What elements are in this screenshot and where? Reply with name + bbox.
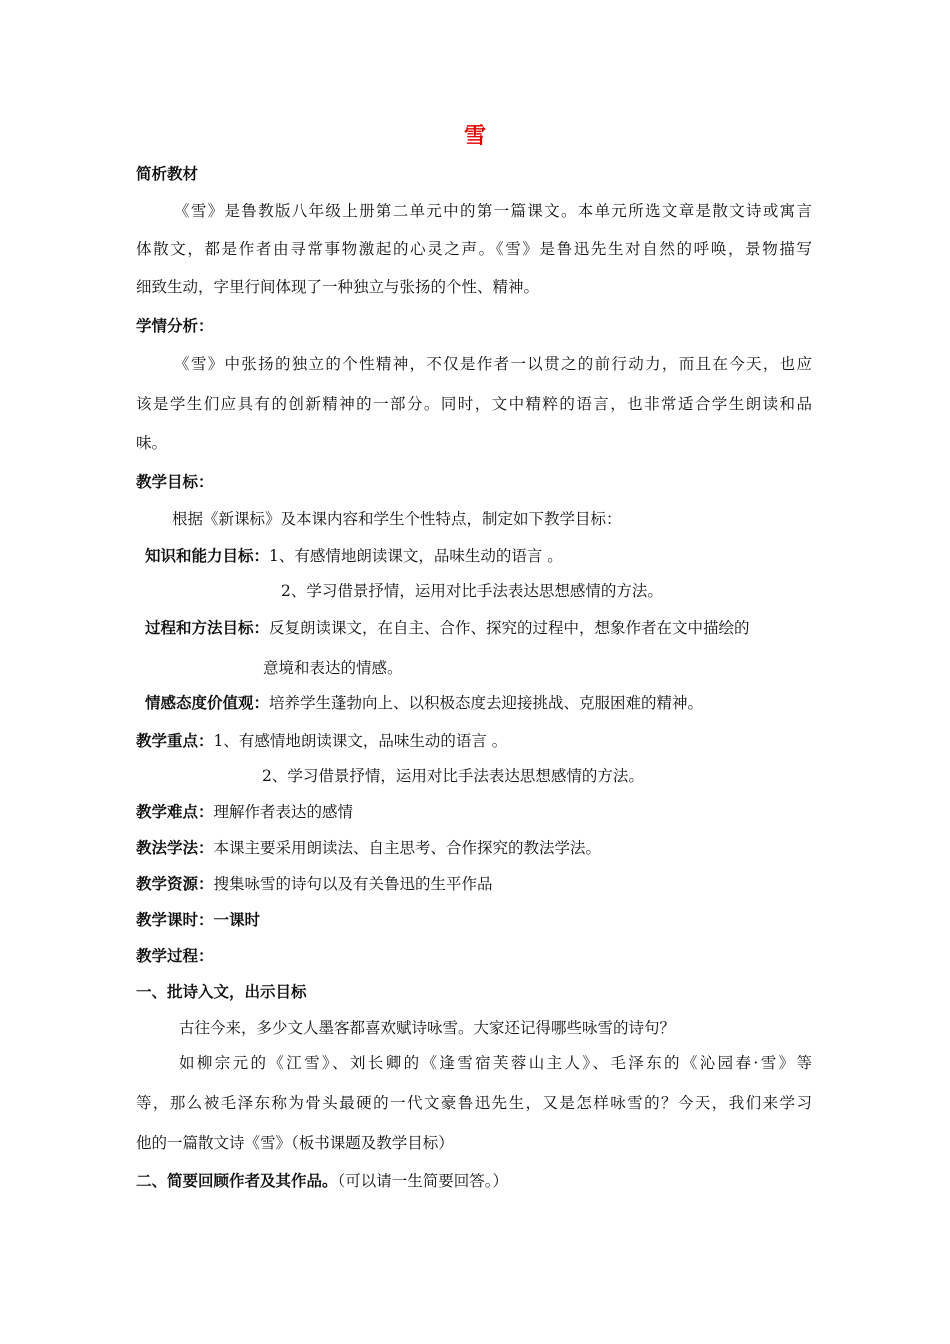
methods-text: 本课主要采用朗读法、自主思考、合作探究的教法学法。 [213, 839, 602, 857]
resources-row [136, 873, 493, 895]
paragraph-line: 如柳宗元的《江雪》、刘长卿的《逢雪宿芙蓉山主人》、毛泽东的《沁园春·雪》等 [179, 1054, 812, 1072]
goal-knowledge-item-1: 1、有感情地朗读课文，品味生动的语言 。 [269, 547, 563, 565]
paragraph-line: 体散文，都是作者由寻常事物激起的心灵之声。《雪》是鲁迅先生对自然的呼唤，景物描写 [136, 240, 812, 258]
key-points-label: 教学重点： [136, 731, 214, 750]
goal-emotion-label: 情感态度价值观： [145, 693, 270, 712]
paragraph-line: 味。 [136, 434, 168, 452]
lesson-hours-row [136, 909, 260, 931]
goal-process-text: 反复朗读课文，在自主、合作、探究的过程中，想象作者在文中描绘的 [269, 619, 750, 637]
paragraph-line: 《雪》中张扬的独立的个性精神，不仅是作者一以贯之的前行动力，而且在今天，也应 [174, 355, 812, 373]
methods-row [136, 837, 601, 859]
section-heading-process: 教学过程： [136, 946, 214, 965]
goal-knowledge-label: 知识和能力目标： [145, 546, 270, 565]
goals-intro: 根据《新课标》及本课内容和学生个性特点，制定如下教学目标： [172, 510, 622, 528]
key-points-row [136, 730, 507, 752]
lesson-hours-label: 教学课时： [136, 910, 214, 929]
key-points-item-1: 1、有感情地朗读课文，品味生动的语言 。 [213, 732, 508, 750]
methods-label: 教法学法： [136, 838, 214, 857]
paragraph-line: 他的一篇散文诗《雪》（板书课题及教学目标） [136, 1134, 454, 1152]
goal-process-text-cont: 意境和表达的情感。 [263, 659, 403, 677]
goal-knowledge-row [145, 545, 563, 567]
document-title: 雪 [463, 123, 486, 149]
resources-text: 搜集咏雪的诗句以及有关鲁迅的生平作品 [213, 875, 493, 893]
paragraph-line: 《雪》是鲁教版八年级上册第二单元中的第一篇课文。本单元所选文章是散文诗或寓言 [174, 202, 812, 220]
difficulty-row [136, 801, 353, 823]
section-heading-teaching-goals: 教学目标： [136, 472, 214, 491]
process-step-1-heading: 一、批诗入文，出示目标 [136, 982, 307, 1001]
process-step-2-heading: 二、简要回顾作者及其作品。 [136, 1171, 338, 1190]
goal-emotion-text: 培养学生蓬勃向上、以积极态度去迎接挑战、克服困难的精神。 [269, 694, 704, 712]
resources-label: 教学资源： [136, 874, 214, 893]
section-heading-textbook-analysis: 简析教材 [136, 164, 199, 183]
process-step-2-note: （可以请一生简要回答。） [337, 1172, 509, 1190]
goal-emotion-row [145, 692, 703, 714]
difficulty-label: 教学难点： [136, 802, 214, 821]
section-heading-student-analysis: 学情分析： [136, 316, 214, 335]
process-step-2-row [136, 1170, 508, 1192]
goal-process-label: 过程和方法目标： [145, 618, 270, 637]
goal-knowledge-item-2: 2、学习借景抒情，运用对比手法表达思想感情的方法。 [281, 582, 663, 600]
paragraph-line: 细致生动，字里行间体现了一种独立与张扬的个性、精神。 [136, 278, 540, 296]
lesson-hours-text: 一课时 [213, 910, 261, 929]
difficulty-text: 理解作者表达的感情 [213, 803, 354, 821]
goal-process-row [145, 617, 750, 639]
key-points-item-2: 2、学习借景抒情，运用对比手法表达思想感情的方法。 [262, 767, 644, 785]
paragraph-line: 该是学生们应具有的创新精神的一部分。同时，文中精粹的语言，也非常适合学生朗读和品 [136, 395, 812, 413]
paragraph-line: 等，那么被毛泽东称为骨头最硬的一代文豪鲁迅先生，又是怎样咏雪的？今天，我们来学习 [136, 1094, 812, 1112]
paragraph-line: 古往今来，多少文人墨客都喜欢赋诗咏雪。大家还记得哪些咏雪的诗句？ [179, 1019, 676, 1037]
